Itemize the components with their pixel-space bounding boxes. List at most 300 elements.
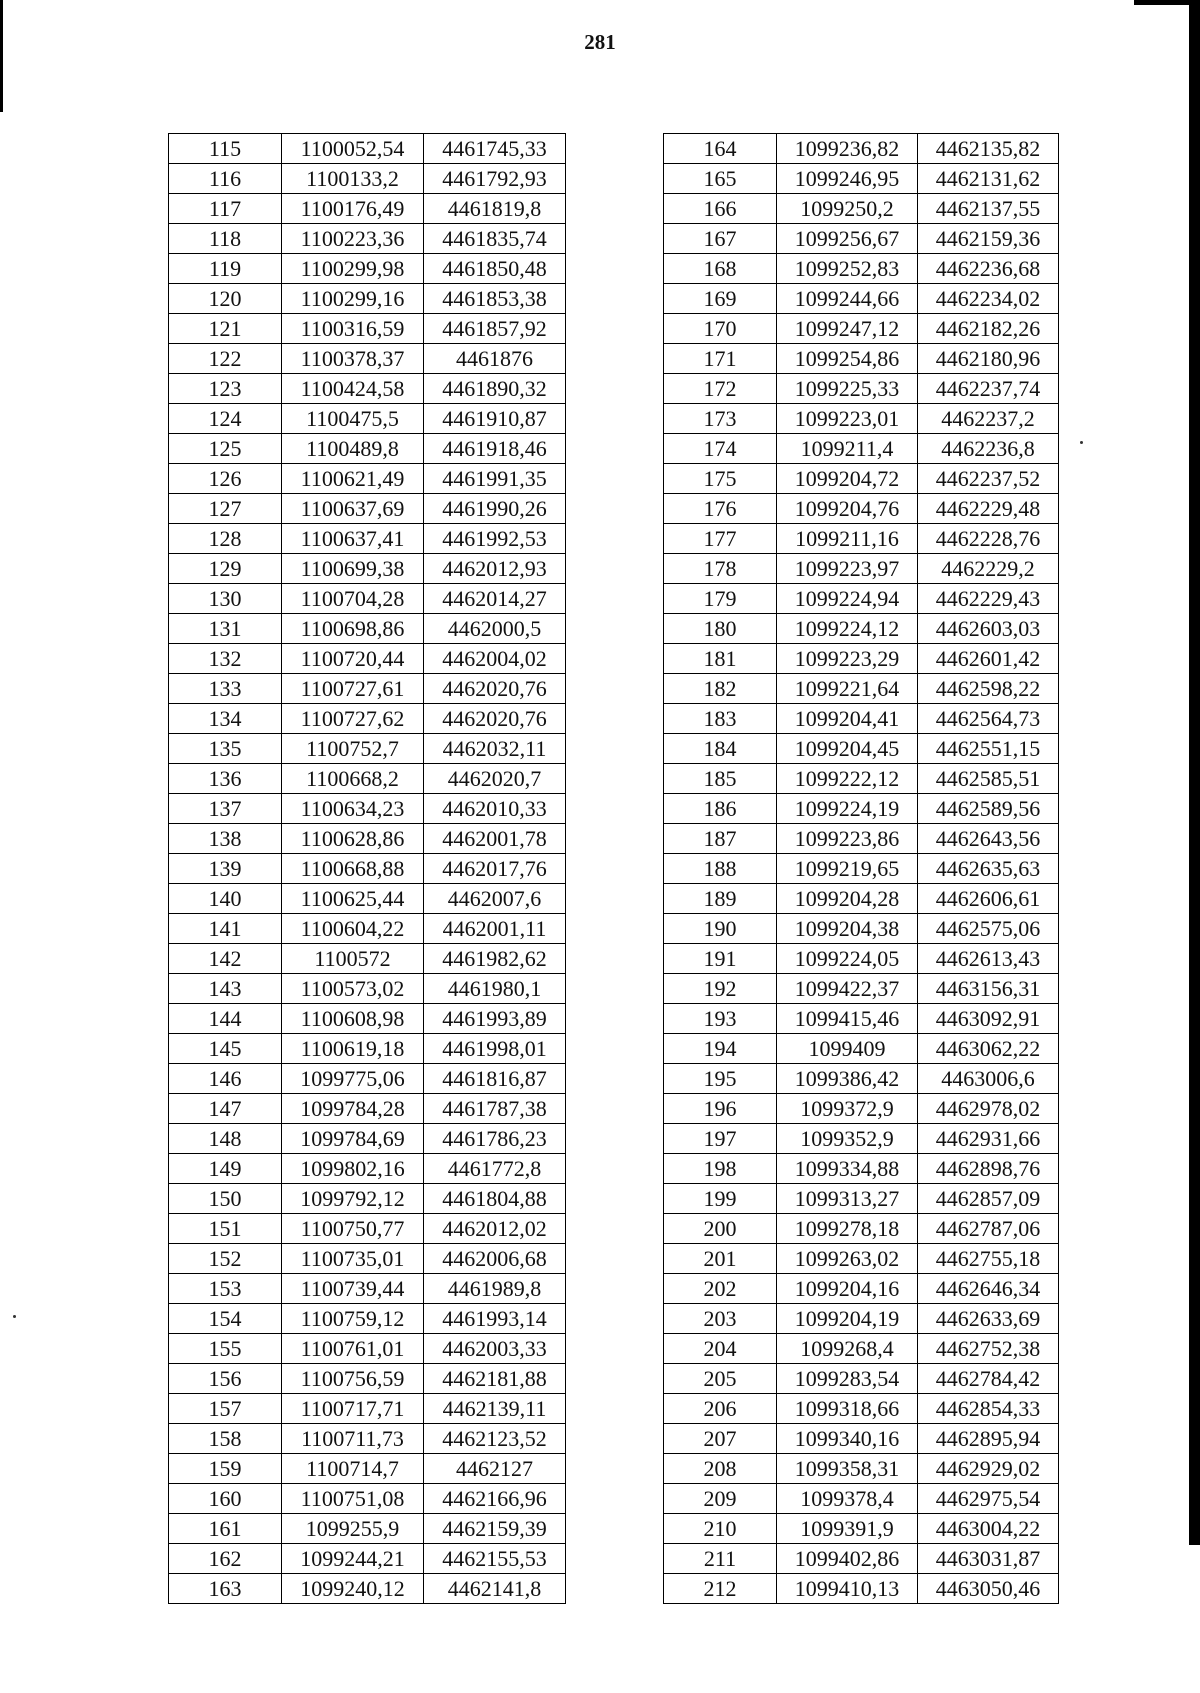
x-coordinate-cell: 1099340,16 xyxy=(777,1424,918,1454)
point-number-cell: 168 xyxy=(664,254,777,284)
point-number-cell: 176 xyxy=(664,494,777,524)
y-coordinate-cell: 4461992,53 xyxy=(424,524,566,554)
point-number-cell: 182 xyxy=(664,674,777,704)
table-row xyxy=(169,854,566,884)
x-coordinate-cell: 1100750,77 xyxy=(282,1214,424,1244)
point-number-cell: 145 xyxy=(169,1034,282,1064)
table-row xyxy=(664,314,1059,344)
x-coordinate-cell: 1099784,28 xyxy=(282,1094,424,1124)
point-number-cell: 206 xyxy=(664,1394,777,1424)
point-number-cell: 140 xyxy=(169,884,282,914)
x-coordinate-cell: 1099318,66 xyxy=(777,1394,918,1424)
point-number-cell: 134 xyxy=(169,704,282,734)
x-coordinate-cell: 1100223,36 xyxy=(282,224,424,254)
coordinates-table-right-body xyxy=(664,134,1059,1604)
table-row xyxy=(664,914,1059,944)
x-coordinate-cell: 1099415,46 xyxy=(777,1004,918,1034)
y-coordinate-cell: 4461850,48 xyxy=(424,254,566,284)
point-number-cell: 141 xyxy=(169,914,282,944)
table-row xyxy=(664,1394,1059,1424)
x-coordinate-cell: 1099204,76 xyxy=(777,494,918,524)
y-coordinate-cell: 4461835,74 xyxy=(424,224,566,254)
y-coordinate-cell: 4462180,96 xyxy=(918,344,1059,374)
point-number-cell: 156 xyxy=(169,1364,282,1394)
x-coordinate-cell: 1100573,02 xyxy=(282,974,424,1004)
y-coordinate-cell: 4462898,76 xyxy=(918,1154,1059,1184)
y-coordinate-cell: 4461792,93 xyxy=(424,164,566,194)
y-coordinate-cell: 4462613,43 xyxy=(918,944,1059,974)
x-coordinate-cell: 1099263,02 xyxy=(777,1244,918,1274)
y-coordinate-cell: 4461982,62 xyxy=(424,944,566,974)
table-row xyxy=(664,464,1059,494)
x-coordinate-cell: 1099244,66 xyxy=(777,284,918,314)
point-number-cell: 138 xyxy=(169,824,282,854)
point-number-cell: 115 xyxy=(169,134,282,164)
y-coordinate-cell: 4462237,74 xyxy=(918,374,1059,404)
table-row xyxy=(664,734,1059,764)
point-number-cell: 153 xyxy=(169,1274,282,1304)
x-coordinate-cell: 1099254,86 xyxy=(777,344,918,374)
point-number-cell: 181 xyxy=(664,644,777,674)
y-coordinate-cell: 4462012,02 xyxy=(424,1214,566,1244)
coordinates-table-left-body xyxy=(169,134,566,1604)
x-coordinate-cell: 1099223,01 xyxy=(777,404,918,434)
y-coordinate-cell: 4462755,18 xyxy=(918,1244,1059,1274)
point-number-cell: 122 xyxy=(169,344,282,374)
y-coordinate-cell: 4463031,87 xyxy=(918,1544,1059,1574)
y-coordinate-cell: 4462003,33 xyxy=(424,1334,566,1364)
y-coordinate-cell: 4462975,54 xyxy=(918,1484,1059,1514)
y-coordinate-cell: 4462589,56 xyxy=(918,794,1059,824)
point-number-cell: 163 xyxy=(169,1574,282,1604)
point-number-cell: 152 xyxy=(169,1244,282,1274)
table-row xyxy=(169,704,566,734)
x-coordinate-cell: 1100637,41 xyxy=(282,524,424,554)
y-coordinate-cell: 4462159,36 xyxy=(918,224,1059,254)
point-number-cell: 180 xyxy=(664,614,777,644)
table-row xyxy=(169,674,566,704)
point-number-cell: 128 xyxy=(169,524,282,554)
x-coordinate-cell: 1099225,33 xyxy=(777,374,918,404)
point-number-cell: 136 xyxy=(169,764,282,794)
table-row xyxy=(169,1574,566,1604)
table-row xyxy=(169,464,566,494)
point-number-cell: 194 xyxy=(664,1034,777,1064)
scan-speck xyxy=(13,1315,16,1318)
x-coordinate-cell: 1099221,64 xyxy=(777,674,918,704)
x-coordinate-cell: 1100489,8 xyxy=(282,434,424,464)
y-coordinate-cell: 4462139,11 xyxy=(424,1394,566,1424)
table-row xyxy=(169,134,566,164)
table-row xyxy=(169,974,566,1004)
table-row xyxy=(664,1424,1059,1454)
table-row xyxy=(169,1214,566,1244)
point-number-cell: 133 xyxy=(169,674,282,704)
table-row xyxy=(169,1334,566,1364)
y-coordinate-cell: 4461989,8 xyxy=(424,1274,566,1304)
point-number-cell: 201 xyxy=(664,1244,777,1274)
point-number-cell: 164 xyxy=(664,134,777,164)
y-coordinate-cell: 4462234,02 xyxy=(918,284,1059,314)
y-coordinate-cell: 4462137,55 xyxy=(918,194,1059,224)
y-coordinate-cell: 4461890,32 xyxy=(424,374,566,404)
point-number-cell: 173 xyxy=(664,404,777,434)
table-row xyxy=(664,494,1059,524)
y-coordinate-cell: 4462123,52 xyxy=(424,1424,566,1454)
y-coordinate-cell: 4461772,8 xyxy=(424,1154,566,1184)
x-coordinate-cell: 1100572 xyxy=(282,944,424,974)
y-coordinate-cell: 4462020,7 xyxy=(424,764,566,794)
x-coordinate-cell: 1099211,16 xyxy=(777,524,918,554)
point-number-cell: 175 xyxy=(664,464,777,494)
table-row xyxy=(664,524,1059,554)
y-coordinate-cell: 4462635,63 xyxy=(918,854,1059,884)
x-coordinate-cell: 1100727,62 xyxy=(282,704,424,734)
y-coordinate-cell: 4462166,96 xyxy=(424,1484,566,1514)
table-row xyxy=(169,284,566,314)
x-coordinate-cell: 1099224,19 xyxy=(777,794,918,824)
y-coordinate-cell: 4462601,42 xyxy=(918,644,1059,674)
y-coordinate-cell: 4462014,27 xyxy=(424,584,566,614)
y-coordinate-cell: 4462127 xyxy=(424,1454,566,1484)
table-row xyxy=(169,584,566,614)
point-number-cell: 199 xyxy=(664,1184,777,1214)
y-coordinate-cell: 4463062,22 xyxy=(918,1034,1059,1064)
point-number-cell: 209 xyxy=(664,1484,777,1514)
x-coordinate-cell: 1099409 xyxy=(777,1034,918,1064)
table-row xyxy=(169,434,566,464)
table-row xyxy=(169,1424,566,1454)
table-row xyxy=(664,224,1059,254)
table-row xyxy=(664,1184,1059,1214)
table-row xyxy=(169,1364,566,1394)
table-row xyxy=(664,854,1059,884)
x-coordinate-cell: 1099268,4 xyxy=(777,1334,918,1364)
point-number-cell: 119 xyxy=(169,254,282,284)
point-number-cell: 151 xyxy=(169,1214,282,1244)
x-coordinate-cell: 1099236,82 xyxy=(777,134,918,164)
y-coordinate-cell: 4462606,61 xyxy=(918,884,1059,914)
table-row xyxy=(664,584,1059,614)
point-number-cell: 165 xyxy=(664,164,777,194)
x-coordinate-cell: 1100756,59 xyxy=(282,1364,424,1394)
x-coordinate-cell: 1100634,23 xyxy=(282,794,424,824)
point-number-cell: 172 xyxy=(664,374,777,404)
scan-edge-left xyxy=(0,0,3,112)
point-number-cell: 162 xyxy=(169,1544,282,1574)
x-coordinate-cell: 1099256,67 xyxy=(777,224,918,254)
x-coordinate-cell: 1099334,88 xyxy=(777,1154,918,1184)
coordinates-table-right xyxy=(663,133,1059,1604)
x-coordinate-cell: 1099246,95 xyxy=(777,164,918,194)
y-coordinate-cell: 4462237,52 xyxy=(918,464,1059,494)
point-number-cell: 116 xyxy=(169,164,282,194)
table-row xyxy=(169,404,566,434)
table-row xyxy=(664,1544,1059,1574)
table-row xyxy=(664,644,1059,674)
scan-speck xyxy=(1080,441,1083,444)
point-number-cell: 139 xyxy=(169,854,282,884)
table-row xyxy=(664,194,1059,224)
y-coordinate-cell: 4462643,56 xyxy=(918,824,1059,854)
point-number-cell: 117 xyxy=(169,194,282,224)
table-row xyxy=(664,554,1059,584)
point-number-cell: 198 xyxy=(664,1154,777,1184)
y-coordinate-cell: 4462585,51 xyxy=(918,764,1059,794)
point-number-cell: 186 xyxy=(664,794,777,824)
point-number-cell: 195 xyxy=(664,1064,777,1094)
table-row xyxy=(169,1484,566,1514)
x-coordinate-cell: 1100704,28 xyxy=(282,584,424,614)
point-number-cell: 131 xyxy=(169,614,282,644)
y-coordinate-cell: 4462155,53 xyxy=(424,1544,566,1574)
table-row xyxy=(664,404,1059,434)
table-row xyxy=(169,944,566,974)
point-number-cell: 203 xyxy=(664,1304,777,1334)
x-coordinate-cell: 1100604,22 xyxy=(282,914,424,944)
point-number-cell: 144 xyxy=(169,1004,282,1034)
y-coordinate-cell: 4462646,34 xyxy=(918,1274,1059,1304)
y-coordinate-cell: 4462001,78 xyxy=(424,824,566,854)
x-coordinate-cell: 1100711,73 xyxy=(282,1424,424,1454)
table-row xyxy=(169,1154,566,1184)
y-coordinate-cell: 4462929,02 xyxy=(918,1454,1059,1484)
point-number-cell: 146 xyxy=(169,1064,282,1094)
x-coordinate-cell: 1100735,01 xyxy=(282,1244,424,1274)
x-coordinate-cell: 1100739,44 xyxy=(282,1274,424,1304)
table-row xyxy=(169,1304,566,1334)
point-number-cell: 200 xyxy=(664,1214,777,1244)
y-coordinate-cell: 4462135,82 xyxy=(918,134,1059,164)
table-row xyxy=(664,374,1059,404)
y-coordinate-cell: 4462000,5 xyxy=(424,614,566,644)
x-coordinate-cell: 1100752,7 xyxy=(282,734,424,764)
table-row xyxy=(169,614,566,644)
point-number-cell: 174 xyxy=(664,434,777,464)
y-coordinate-cell: 4462141,8 xyxy=(424,1574,566,1604)
y-coordinate-cell: 4463050,46 xyxy=(918,1574,1059,1604)
x-coordinate-cell: 1100759,12 xyxy=(282,1304,424,1334)
y-coordinate-cell: 4461853,38 xyxy=(424,284,566,314)
point-number-cell: 142 xyxy=(169,944,282,974)
table-row xyxy=(664,1004,1059,1034)
table-row xyxy=(664,164,1059,194)
point-number-cell: 159 xyxy=(169,1454,282,1484)
table-row xyxy=(664,1244,1059,1274)
x-coordinate-cell: 1099204,19 xyxy=(777,1304,918,1334)
y-coordinate-cell: 4462182,26 xyxy=(918,314,1059,344)
y-coordinate-cell: 4462229,43 xyxy=(918,584,1059,614)
table-row xyxy=(664,1154,1059,1184)
table-row xyxy=(664,1514,1059,1544)
table-row xyxy=(664,284,1059,314)
point-number-cell: 149 xyxy=(169,1154,282,1184)
point-number-cell: 204 xyxy=(664,1334,777,1364)
point-number-cell: 189 xyxy=(664,884,777,914)
y-coordinate-cell: 4461993,14 xyxy=(424,1304,566,1334)
x-coordinate-cell: 1099422,37 xyxy=(777,974,918,1004)
x-coordinate-cell: 1099224,94 xyxy=(777,584,918,614)
table-row xyxy=(664,1094,1059,1124)
y-coordinate-cell: 4461991,35 xyxy=(424,464,566,494)
y-coordinate-cell: 4462010,33 xyxy=(424,794,566,824)
point-number-cell: 123 xyxy=(169,374,282,404)
point-number-cell: 202 xyxy=(664,1274,777,1304)
x-coordinate-cell: 1099244,21 xyxy=(282,1544,424,1574)
x-coordinate-cell: 1100668,88 xyxy=(282,854,424,884)
y-coordinate-cell: 4461787,38 xyxy=(424,1094,566,1124)
y-coordinate-cell: 4461819,8 xyxy=(424,194,566,224)
point-number-cell: 188 xyxy=(664,854,777,884)
y-coordinate-cell: 4462598,22 xyxy=(918,674,1059,704)
x-coordinate-cell: 1099283,54 xyxy=(777,1364,918,1394)
point-number-cell: 155 xyxy=(169,1334,282,1364)
y-coordinate-cell: 4461980,1 xyxy=(424,974,566,1004)
point-number-cell: 184 xyxy=(664,734,777,764)
x-coordinate-cell: 1099802,16 xyxy=(282,1154,424,1184)
point-number-cell: 191 xyxy=(664,944,777,974)
x-coordinate-cell: 1100751,08 xyxy=(282,1484,424,1514)
x-coordinate-cell: 1100619,18 xyxy=(282,1034,424,1064)
y-coordinate-cell: 4462159,39 xyxy=(424,1514,566,1544)
table-row xyxy=(664,1454,1059,1484)
table-row xyxy=(169,164,566,194)
x-coordinate-cell: 1099224,12 xyxy=(777,614,918,644)
table-row xyxy=(169,1544,566,1574)
y-coordinate-cell: 4462229,2 xyxy=(918,554,1059,584)
table-row xyxy=(664,254,1059,284)
y-coordinate-cell: 4462237,2 xyxy=(918,404,1059,434)
x-coordinate-cell: 1100052,54 xyxy=(282,134,424,164)
y-coordinate-cell: 4462004,02 xyxy=(424,644,566,674)
x-coordinate-cell: 1099204,72 xyxy=(777,464,918,494)
y-coordinate-cell: 4462895,94 xyxy=(918,1424,1059,1454)
point-number-cell: 183 xyxy=(664,704,777,734)
x-coordinate-cell: 1099247,12 xyxy=(777,314,918,344)
y-coordinate-cell: 4462020,76 xyxy=(424,704,566,734)
point-number-cell: 193 xyxy=(664,1004,777,1034)
table-row xyxy=(664,1334,1059,1364)
table-row xyxy=(664,1484,1059,1514)
point-number-cell: 207 xyxy=(664,1424,777,1454)
x-coordinate-cell: 1099410,13 xyxy=(777,1574,918,1604)
x-coordinate-cell: 1100628,86 xyxy=(282,824,424,854)
point-number-cell: 169 xyxy=(664,284,777,314)
y-coordinate-cell: 4463006,6 xyxy=(918,1064,1059,1094)
x-coordinate-cell: 1100608,98 xyxy=(282,1004,424,1034)
table-row xyxy=(169,314,566,344)
point-number-cell: 120 xyxy=(169,284,282,314)
x-coordinate-cell: 1100714,7 xyxy=(282,1454,424,1484)
table-row xyxy=(169,1094,566,1124)
table-row xyxy=(169,1244,566,1274)
x-coordinate-cell: 1100621,49 xyxy=(282,464,424,494)
table-row xyxy=(169,794,566,824)
table-row xyxy=(664,434,1059,464)
x-coordinate-cell: 1099775,06 xyxy=(282,1064,424,1094)
page-number: 281 xyxy=(584,30,616,54)
table-row xyxy=(169,1514,566,1544)
table-row xyxy=(169,194,566,224)
table-row xyxy=(169,644,566,674)
y-coordinate-cell: 4463092,91 xyxy=(918,1004,1059,1034)
y-coordinate-cell: 4462032,11 xyxy=(424,734,566,764)
table-row xyxy=(169,524,566,554)
point-number-cell: 150 xyxy=(169,1184,282,1214)
x-coordinate-cell: 1100133,2 xyxy=(282,164,424,194)
y-coordinate-cell: 4461857,92 xyxy=(424,314,566,344)
y-coordinate-cell: 4462017,76 xyxy=(424,854,566,884)
x-coordinate-cell: 1100727,61 xyxy=(282,674,424,704)
point-number-cell: 192 xyxy=(664,974,777,1004)
x-coordinate-cell: 1099204,41 xyxy=(777,704,918,734)
y-coordinate-cell: 4462006,68 xyxy=(424,1244,566,1274)
y-coordinate-cell: 4462020,76 xyxy=(424,674,566,704)
y-coordinate-cell: 4461998,01 xyxy=(424,1034,566,1064)
x-coordinate-cell: 1100378,37 xyxy=(282,344,424,374)
x-coordinate-cell: 1099372,9 xyxy=(777,1094,918,1124)
table-row xyxy=(169,734,566,764)
x-coordinate-cell: 1100316,59 xyxy=(282,314,424,344)
table-row xyxy=(664,1304,1059,1334)
point-number-cell: 148 xyxy=(169,1124,282,1154)
table-row xyxy=(664,1574,1059,1604)
y-coordinate-cell: 4462787,06 xyxy=(918,1214,1059,1244)
point-number-cell: 158 xyxy=(169,1424,282,1454)
point-number-cell: 118 xyxy=(169,224,282,254)
y-coordinate-cell: 4462784,42 xyxy=(918,1364,1059,1394)
x-coordinate-cell: 1100668,2 xyxy=(282,764,424,794)
x-coordinate-cell: 1099219,65 xyxy=(777,854,918,884)
point-number-cell: 178 xyxy=(664,554,777,584)
y-coordinate-cell: 4462001,11 xyxy=(424,914,566,944)
point-number-cell: 185 xyxy=(664,764,777,794)
point-number-cell: 211 xyxy=(664,1544,777,1574)
y-coordinate-cell: 4462181,88 xyxy=(424,1364,566,1394)
point-number-cell: 130 xyxy=(169,584,282,614)
point-number-cell: 187 xyxy=(664,824,777,854)
table-row xyxy=(664,1364,1059,1394)
x-coordinate-cell: 1100625,44 xyxy=(282,884,424,914)
table-row xyxy=(169,1394,566,1424)
y-coordinate-cell: 4461990,26 xyxy=(424,494,566,524)
table-row xyxy=(169,884,566,914)
y-coordinate-cell: 4462012,93 xyxy=(424,554,566,584)
table-row xyxy=(664,704,1059,734)
x-coordinate-cell: 1099252,83 xyxy=(777,254,918,284)
x-coordinate-cell: 1099402,86 xyxy=(777,1544,918,1574)
x-coordinate-cell: 1099784,69 xyxy=(282,1124,424,1154)
point-number-cell: 129 xyxy=(169,554,282,584)
y-coordinate-cell: 4462228,76 xyxy=(918,524,1059,554)
y-coordinate-cell: 4461910,87 xyxy=(424,404,566,434)
x-coordinate-cell: 1100475,5 xyxy=(282,404,424,434)
table-row xyxy=(664,344,1059,374)
x-coordinate-cell: 1099250,2 xyxy=(777,194,918,224)
table-row xyxy=(169,764,566,794)
x-coordinate-cell: 1099204,16 xyxy=(777,1274,918,1304)
point-number-cell: 166 xyxy=(664,194,777,224)
point-number-cell: 208 xyxy=(664,1454,777,1484)
table-row xyxy=(664,1034,1059,1064)
table-row xyxy=(169,494,566,524)
x-coordinate-cell: 1100720,44 xyxy=(282,644,424,674)
point-number-cell: 210 xyxy=(664,1514,777,1544)
table-row xyxy=(169,554,566,584)
y-coordinate-cell: 4462007,6 xyxy=(424,884,566,914)
y-coordinate-cell: 4462575,06 xyxy=(918,914,1059,944)
x-coordinate-cell: 1100176,49 xyxy=(282,194,424,224)
